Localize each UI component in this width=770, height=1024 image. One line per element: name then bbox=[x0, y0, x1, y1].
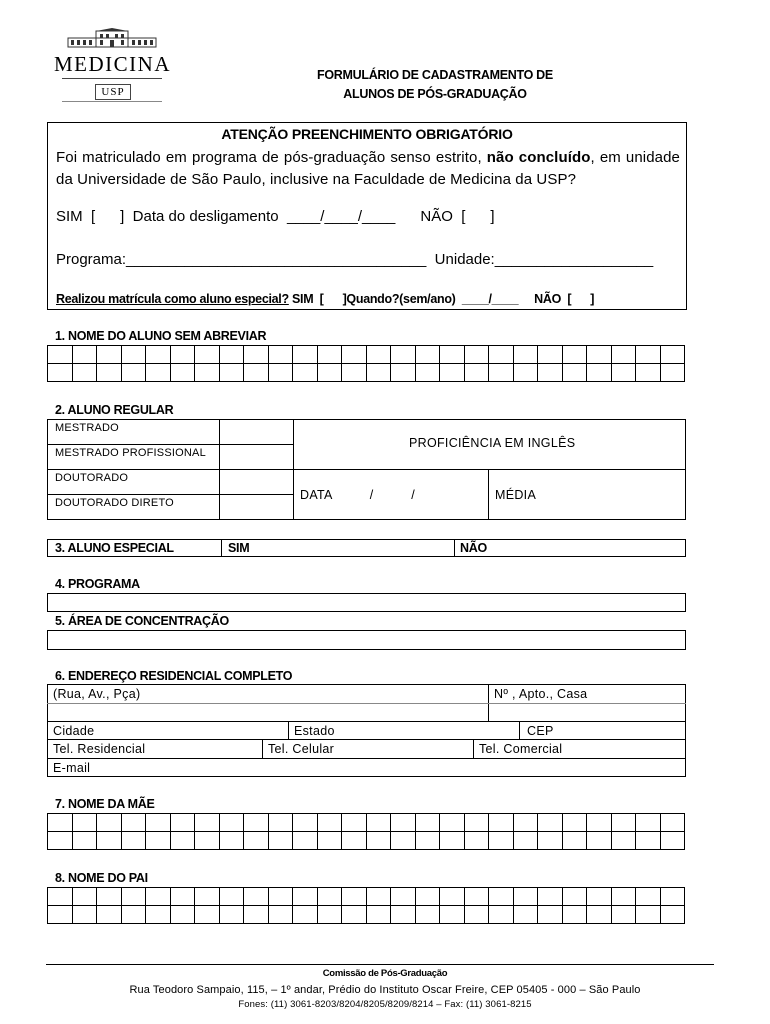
character-box[interactable] bbox=[440, 906, 465, 924]
character-box[interactable] bbox=[293, 906, 318, 924]
usp-logo: USP bbox=[95, 84, 131, 100]
character-box[interactable] bbox=[219, 814, 244, 832]
character-box[interactable] bbox=[244, 832, 269, 850]
character-box[interactable] bbox=[48, 814, 73, 832]
character-box[interactable] bbox=[121, 364, 146, 382]
email-field[interactable]: E-mail bbox=[53, 761, 91, 775]
character-box[interactable] bbox=[342, 814, 367, 832]
section-student-name-title: 1. NOME DO ALUNO SEM ABREVIAR bbox=[55, 329, 267, 343]
character-box[interactable] bbox=[121, 814, 146, 832]
character-box[interactable] bbox=[562, 888, 587, 906]
option-doutorado-direto[interactable]: DOUTORADO DIRETO bbox=[55, 497, 174, 509]
mobile-phone-field[interactable]: Tel. Celular bbox=[268, 742, 335, 756]
character-box[interactable] bbox=[636, 346, 661, 364]
character-box[interactable] bbox=[195, 364, 220, 382]
footer-phones: Fones: (11) 3061-8203/8204/8205/8209/8214 – Fax: (11) 3061-8215 bbox=[238, 999, 532, 1010]
attention-box bbox=[47, 122, 687, 310]
character-box[interactable] bbox=[587, 364, 612, 382]
city-field[interactable]: Cidade bbox=[53, 724, 95, 738]
character-box[interactable] bbox=[170, 888, 195, 906]
character-box[interactable] bbox=[293, 814, 318, 832]
character-box[interactable] bbox=[317, 814, 342, 832]
address-box bbox=[47, 684, 686, 777]
character-box[interactable] bbox=[440, 346, 465, 364]
character-box[interactable] bbox=[611, 832, 636, 850]
character-box[interactable] bbox=[146, 364, 171, 382]
character-box[interactable] bbox=[268, 814, 293, 832]
option-mestrado-profissional[interactable]: MESTRADO PROFISSIONAL bbox=[55, 447, 206, 459]
character-box[interactable] bbox=[611, 906, 636, 924]
character-box[interactable] bbox=[72, 364, 97, 382]
character-box[interactable] bbox=[293, 346, 318, 364]
character-box[interactable] bbox=[660, 364, 685, 382]
character-box[interactable] bbox=[636, 888, 661, 906]
program-unit-line[interactable]: Programa:____________________________________ Unidade:___________________ bbox=[56, 251, 654, 268]
character-box[interactable] bbox=[244, 346, 269, 364]
logo-divider bbox=[62, 78, 162, 79]
character-box[interactable] bbox=[121, 346, 146, 364]
character-box[interactable] bbox=[391, 364, 416, 382]
character-box[interactable] bbox=[268, 832, 293, 850]
character-box[interactable] bbox=[72, 814, 97, 832]
character-box[interactable] bbox=[268, 906, 293, 924]
character-box[interactable] bbox=[562, 364, 587, 382]
character-box[interactable] bbox=[440, 814, 465, 832]
footer-divider bbox=[46, 964, 714, 965]
character-box[interactable] bbox=[513, 906, 538, 924]
character-box[interactable] bbox=[293, 364, 318, 382]
character-box[interactable] bbox=[513, 888, 538, 906]
character-box[interactable] bbox=[342, 888, 367, 906]
character-box[interactable] bbox=[317, 832, 342, 850]
character-box[interactable] bbox=[146, 814, 171, 832]
character-box[interactable] bbox=[611, 814, 636, 832]
character-box[interactable] bbox=[538, 906, 563, 924]
character-box[interactable] bbox=[391, 888, 416, 906]
faculty-building-logo-icon bbox=[66, 28, 158, 48]
character-box[interactable] bbox=[195, 832, 220, 850]
character-box[interactable] bbox=[293, 832, 318, 850]
character-box[interactable] bbox=[244, 814, 269, 832]
zip-code-field[interactable]: CEP bbox=[527, 724, 554, 738]
character-box[interactable] bbox=[146, 832, 171, 850]
character-box[interactable] bbox=[219, 832, 244, 850]
character-box[interactable] bbox=[660, 906, 685, 924]
section-address-title: 6. ENDEREÇO RESIDENCIAL COMPLETO bbox=[55, 669, 293, 683]
character-box[interactable] bbox=[611, 888, 636, 906]
character-box[interactable] bbox=[538, 832, 563, 850]
character-box[interactable] bbox=[317, 888, 342, 906]
character-box[interactable] bbox=[72, 906, 97, 924]
character-box[interactable] bbox=[660, 346, 685, 364]
character-box[interactable] bbox=[366, 832, 391, 850]
logo-text: MEDICINA bbox=[54, 52, 171, 76]
footer-address: Rua Teodoro Sampaio, 115, – 1º andar, Prédio do Instituto Oscar Freire, CEP 05405 - 000 – São Paulo bbox=[129, 984, 641, 996]
character-box[interactable] bbox=[72, 832, 97, 850]
character-box[interactable] bbox=[513, 814, 538, 832]
character-box[interactable] bbox=[121, 888, 146, 906]
father-name-grid[interactable] bbox=[47, 887, 685, 924]
character-box[interactable] bbox=[587, 832, 612, 850]
character-box[interactable] bbox=[660, 888, 685, 906]
section-concentration-title: 5. ÁREA DE CONCENTRAÇÃO bbox=[55, 614, 229, 628]
english-proficiency-label: PROFICIÊNCIA EM INGLÊS bbox=[409, 436, 576, 450]
character-box[interactable] bbox=[48, 888, 73, 906]
character-box[interactable] bbox=[391, 906, 416, 924]
character-box[interactable] bbox=[268, 346, 293, 364]
section-program-title: 4. PROGRAMA bbox=[55, 577, 140, 591]
character-box[interactable] bbox=[440, 888, 465, 906]
character-box[interactable] bbox=[636, 832, 661, 850]
character-box[interactable] bbox=[415, 832, 440, 850]
character-box[interactable] bbox=[415, 814, 440, 832]
character-box[interactable] bbox=[146, 346, 171, 364]
character-box[interactable] bbox=[342, 832, 367, 850]
option-mestrado[interactable]: MESTRADO bbox=[55, 422, 119, 434]
character-box[interactable] bbox=[660, 832, 685, 850]
character-box[interactable] bbox=[317, 364, 342, 382]
character-box[interactable] bbox=[464, 906, 489, 924]
character-box[interactable] bbox=[513, 832, 538, 850]
special-student-line[interactable]: Realizou matrícula como aluno especial? SIM [ ]Quando?(sem/ano) ____/____ NÃO [ ] bbox=[56, 292, 595, 306]
section-special-student-title: 3. ALUNO ESPECIAL bbox=[55, 541, 174, 555]
character-box[interactable] bbox=[415, 346, 440, 364]
character-box[interactable] bbox=[244, 906, 269, 924]
character-box[interactable] bbox=[72, 888, 97, 906]
character-box[interactable] bbox=[489, 346, 514, 364]
character-box[interactable] bbox=[415, 906, 440, 924]
character-box[interactable] bbox=[48, 346, 73, 364]
character-box[interactable] bbox=[219, 346, 244, 364]
character-box[interactable] bbox=[219, 364, 244, 382]
special-student-yes[interactable]: SIM bbox=[228, 541, 250, 555]
character-box[interactable] bbox=[538, 888, 563, 906]
character-box[interactable] bbox=[121, 906, 146, 924]
character-box[interactable] bbox=[195, 906, 220, 924]
character-box[interactable] bbox=[587, 814, 612, 832]
character-box[interactable] bbox=[195, 346, 220, 364]
character-box[interactable] bbox=[195, 888, 220, 906]
character-box[interactable] bbox=[48, 364, 73, 382]
character-box[interactable] bbox=[146, 888, 171, 906]
character-box[interactable] bbox=[219, 888, 244, 906]
character-box[interactable] bbox=[366, 346, 391, 364]
character-box[interactable] bbox=[636, 906, 661, 924]
proficiency-date-field[interactable]: DATA / / bbox=[300, 488, 415, 502]
state-field[interactable]: Estado bbox=[294, 724, 335, 738]
character-box[interactable] bbox=[513, 364, 538, 382]
footer-organization: Comissão de Pós-Graduação bbox=[322, 968, 448, 979]
character-box[interactable] bbox=[244, 364, 269, 382]
character-box[interactable] bbox=[97, 888, 122, 906]
character-box[interactable] bbox=[415, 888, 440, 906]
character-box[interactable] bbox=[440, 364, 465, 382]
form-title: FORMULÁRIO DE CADASTRAMENTO DE ALUNOS DE PÓS-GRADUAÇÃO bbox=[317, 68, 553, 101]
character-box[interactable] bbox=[587, 906, 612, 924]
character-box[interactable] bbox=[293, 888, 318, 906]
character-box[interactable] bbox=[636, 814, 661, 832]
character-box[interactable] bbox=[562, 814, 587, 832]
special-student-no[interactable]: NÃO bbox=[460, 541, 487, 555]
section-mother-name-title: 7. NOME DA MÃE bbox=[55, 797, 155, 811]
character-box[interactable] bbox=[366, 814, 391, 832]
character-box[interactable] bbox=[366, 364, 391, 382]
section-regular-student-title: 2. ALUNO REGULAR bbox=[55, 403, 174, 417]
proficiency-grade-field[interactable]: MÉDIA bbox=[495, 488, 537, 502]
character-box[interactable] bbox=[611, 364, 636, 382]
character-box[interactable] bbox=[342, 906, 367, 924]
character-box[interactable] bbox=[268, 888, 293, 906]
character-box[interactable] bbox=[391, 832, 416, 850]
character-box[interactable] bbox=[170, 346, 195, 364]
character-box[interactable] bbox=[170, 906, 195, 924]
character-box[interactable] bbox=[587, 888, 612, 906]
logo-divider-bottom bbox=[62, 101, 162, 102]
character-box[interactable] bbox=[562, 906, 587, 924]
character-box[interactable] bbox=[366, 888, 391, 906]
character-box[interactable] bbox=[489, 814, 514, 832]
character-box[interactable] bbox=[489, 906, 514, 924]
character-box[interactable] bbox=[587, 346, 612, 364]
character-box[interactable] bbox=[170, 364, 195, 382]
character-box[interactable] bbox=[391, 346, 416, 364]
character-box[interactable] bbox=[244, 888, 269, 906]
home-phone-field[interactable]: Tel. Residencial bbox=[53, 742, 146, 756]
character-box[interactable] bbox=[415, 364, 440, 382]
character-box[interactable] bbox=[72, 346, 97, 364]
character-box[interactable] bbox=[146, 906, 171, 924]
character-box[interactable] bbox=[219, 906, 244, 924]
character-box[interactable] bbox=[97, 364, 122, 382]
character-box[interactable] bbox=[464, 364, 489, 382]
student-name-grid[interactable] bbox=[47, 345, 685, 382]
character-box[interactable] bbox=[195, 814, 220, 832]
character-box[interactable] bbox=[48, 906, 73, 924]
character-box[interactable] bbox=[489, 364, 514, 382]
house-number-field[interactable]: Nº , Apto., Casa bbox=[494, 687, 588, 701]
street-field[interactable]: (Rua, Av., Pça) bbox=[53, 687, 141, 701]
section-father-name-title: 8. NOME DO PAI bbox=[55, 871, 148, 885]
attention-title: ATENÇÃO PREENCHIMENTO OBRIGATÓRIO bbox=[221, 126, 513, 142]
character-box[interactable] bbox=[464, 814, 489, 832]
previous-enrollment-line[interactable]: SIM [ ] Data do desligamento ____/____/____ NÃO [ ] bbox=[56, 208, 495, 225]
mother-name-grid[interactable] bbox=[47, 813, 685, 850]
character-box[interactable] bbox=[464, 832, 489, 850]
character-box[interactable] bbox=[48, 832, 73, 850]
option-doutorado[interactable]: DOUTORADO bbox=[55, 472, 129, 484]
character-box[interactable] bbox=[391, 814, 416, 832]
work-phone-field[interactable]: Tel. Comercial bbox=[479, 742, 563, 756]
character-box[interactable] bbox=[317, 906, 342, 924]
character-box[interactable] bbox=[268, 364, 293, 382]
character-box[interactable] bbox=[562, 346, 587, 364]
character-box[interactable] bbox=[538, 364, 563, 382]
character-box[interactable] bbox=[636, 364, 661, 382]
character-box[interactable] bbox=[538, 814, 563, 832]
character-box[interactable] bbox=[170, 814, 195, 832]
character-box[interactable] bbox=[342, 346, 367, 364]
character-box[interactable] bbox=[121, 832, 146, 850]
character-box[interactable] bbox=[97, 906, 122, 924]
character-box[interactable] bbox=[97, 346, 122, 364]
character-box[interactable] bbox=[464, 346, 489, 364]
character-box[interactable] bbox=[170, 832, 195, 850]
character-box[interactable] bbox=[489, 832, 514, 850]
character-box[interactable] bbox=[562, 832, 587, 850]
character-box[interactable] bbox=[489, 888, 514, 906]
program-field[interactable] bbox=[47, 593, 686, 612]
character-box[interactable] bbox=[97, 814, 122, 832]
character-box[interactable] bbox=[611, 346, 636, 364]
character-box[interactable] bbox=[513, 346, 538, 364]
character-box[interactable] bbox=[440, 832, 465, 850]
character-box[interactable] bbox=[317, 346, 342, 364]
character-box[interactable] bbox=[464, 888, 489, 906]
character-box[interactable] bbox=[342, 364, 367, 382]
character-box[interactable] bbox=[97, 832, 122, 850]
concentration-area-field[interactable] bbox=[47, 630, 686, 650]
character-box[interactable] bbox=[538, 346, 563, 364]
character-box[interactable] bbox=[660, 814, 685, 832]
character-box[interactable] bbox=[366, 906, 391, 924]
attention-question: Foi matriculado em programa de pós-graduação senso estrito, não concluído, em unidade da Universidade de São Paulo, inclusive na Faculdade de Medicina da USP? bbox=[56, 149, 680, 188]
